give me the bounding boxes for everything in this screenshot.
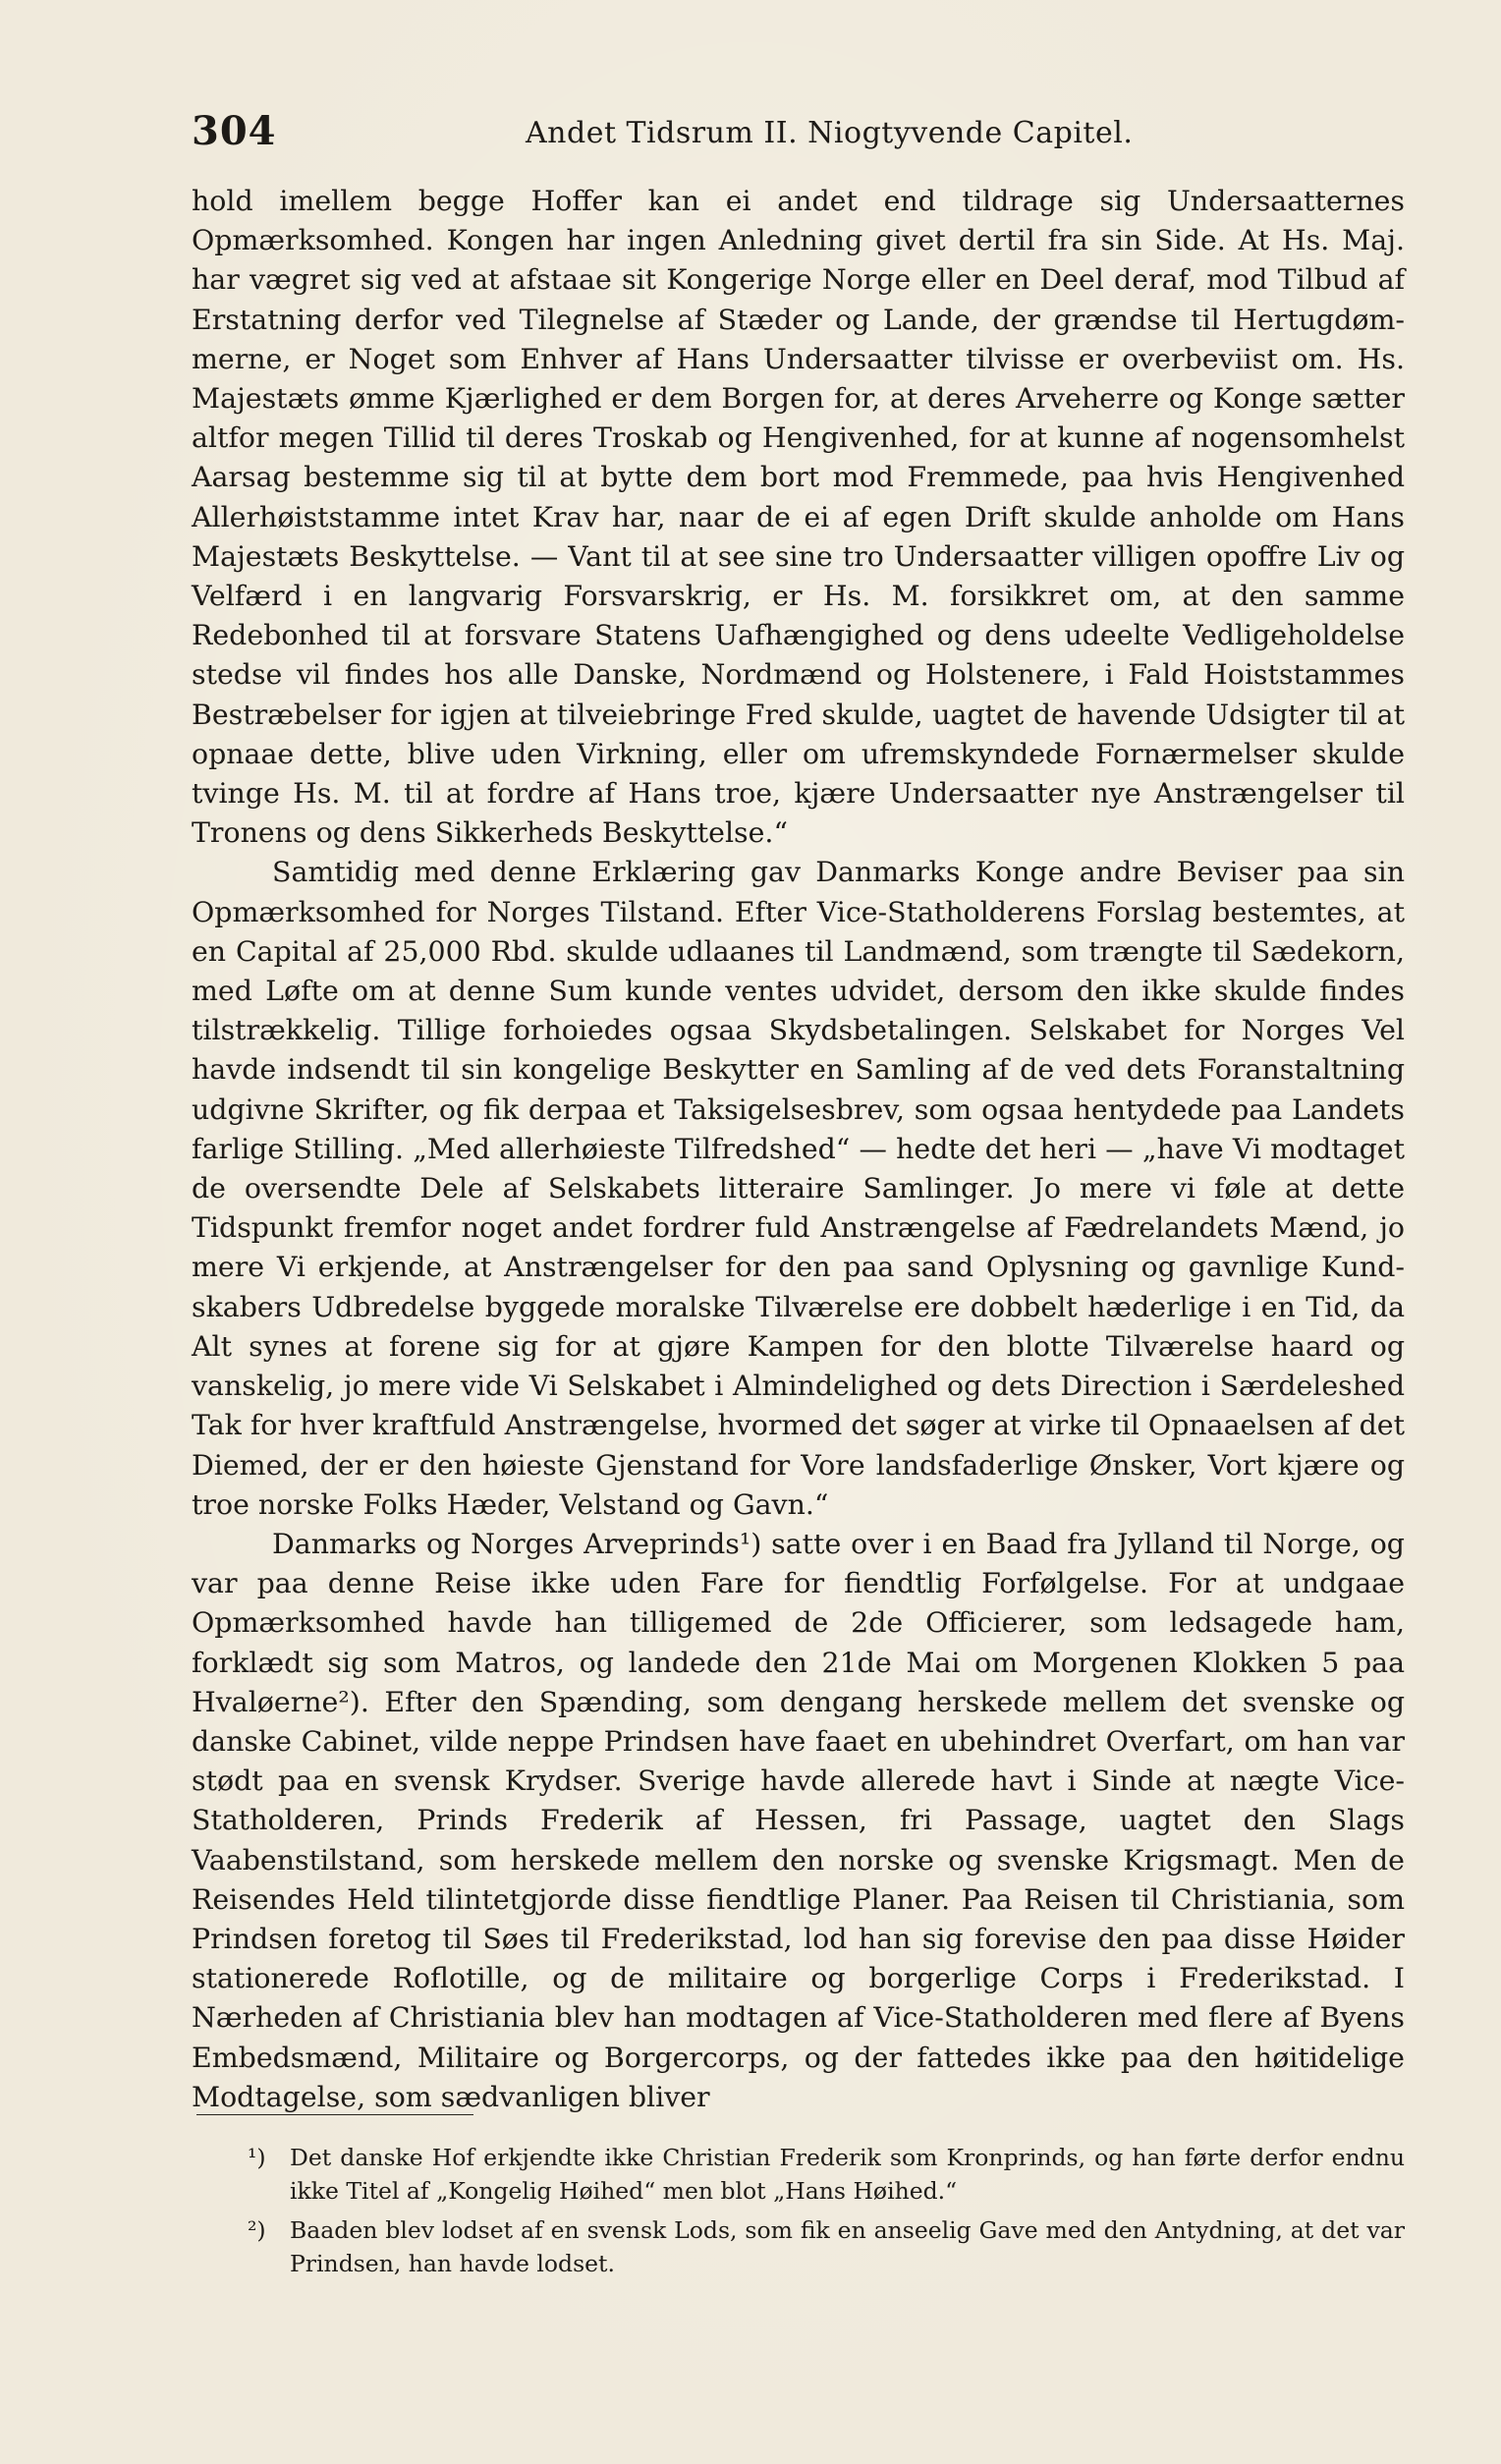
- footnote-marker: ¹): [248, 2144, 266, 2171]
- footnote-marker: ²): [248, 2216, 266, 2244]
- paragraph-continued: hold imellem begge Hoffer kan ei andet end tildrage sig Undersaatternes Opmærksomhed. Kongen har ingen Anledning givet dertil fra sin Side. At Hs. Maj. har vægret sig ved at afstaae sit Kongerige Norge eller en Deel deraf, mod Tilbud af Erstatning derfor ved Tilegnelse af Stæder og Lande, der grændse til Hertugdømmerne, er Noget som Enhver af Hans Undersaatter tilvisse er overbeviist om. Hs. Majestæts ømme Kjærlighed er dem Borgen for, at deres Arveherre og Konge sætter altfor megen Tillid til deres Troskab og Hengivenhed, for at kunne af nogensomhelst Aarsag bestemme sig til at bytte dem bort mod Fremmede, paa hvis Hengivenhed Allerhøiststamme intet Krav har, naar de ei af egen Drift skulde anholde om Hans Majestæts Beskyttelse. — Vant til at see sine tro Undersaatter villigen opoffre Liv og Velfærd i en langvarig Forsvarskrig, er Hs. M. forsikkret om, at den samme Redebonhed til at forsvare Statens Uafhængighed og dens udeelte Vedligeholdelse stedse vil findes hos alle Danske, Nordmænd og Holstenere, i Fald Hoiststammes Bestræbelser for igjen at tilveiebringe Fred skulde, uagtet de havende Udsigter til at opnaae dette, blive uden Virkning, eller om ufremskyndede Fornærmelser skulde tvinge Hs. M. til at fordre af Hans troe, kjære Undersaatter nye Anstrængelser til Tronens og dens Sikkerheds Beskyttelse.“: [192, 185, 1405, 850]
- footnote-text: Det danske Hof erkjendte ikke Christian Frederik som Kronprinds, og han førte derfor endnu ikke Titel af „Kongelig Høihed“ men blot „Hans Høihed.“: [290, 2144, 1405, 2205]
- running-title: Andet Tidsrum II. Niogtyvende Capitel.: [526, 116, 1134, 150]
- paragraph: Danmarks og Norges Arveprinds¹) satte over i en Baad fra Jylland til Norge, og var paa denne Reise ikke uden Fare for fiendtlig Forfølgelse. For at undgaae Opmærksomhed havde han tilligemed de 2de Officierer, som ledsagede ham, forklædt sig som Matros, og landede den 21de Mai om Morgenen Klokken 5 paa Hvaløerne²). Efter den Spænding, som dengang herskede mellem det svenske og danske Cabinet, vilde neppe Prindsen have faaet en ubehindret Overfart, om han var stødt paa en svensk Krydser. Sverige havde allerede havt i Sinde at nægte Vice-Statholderen, Prinds Frederik af Hessen, fri Passage, uagtet den Slags Vaabenstilstand, som herskede mellem den norske og svenske Krigsmagt. Men de Reisendes Held tilintetgjorde disse fiendtlige Planer. Paa Reisen til Christiania, som Prindsen foretog til Søes til Frederikstad, lod han sig forevise den paa disse Høider stationerede Roflotille, og de militaire og borgerlige Corps i Frederikstad. I Nærheden af Christiania blev han modtagen af Vice-Statholderen med flere af Byens Embedsmænd, Militaire og Borgercorps, og der fattedes ikke paa den høitidelige Modtagelse, som sædvanligen bliver: [192, 1527, 1405, 2113]
- footnote-1: [196, 2142, 1405, 2208]
- page-header: [192, 108, 1405, 167]
- footnote-text: Baaden blev lodset af en svensk Lods, som fik en anseelig Gave med den Antydning, at det var Prindsen, han havde lodset.: [290, 2216, 1405, 2277]
- footnote-divider: [196, 2114, 473, 2115]
- page-number: 304: [192, 108, 277, 154]
- footnotes: [196, 2142, 1405, 2287]
- paragraph: Samtidig med denne Erklæring gav Danmarks Konge andre Beviser paa sin Opmærksomhed for Norges Tilstand. Efter Vice-Statholderens Forslag bestemtes, at en Capital af 25,000 Rbd. skulde udlaanes til Landmænd, som trængte til Sædekorn, med Løfte om at denne Sum kunde ventes udvidet, dersom den ikke skulde findes tilstrækkelig. Tillige forhoiedes ogsaa Skydsbetalingen. Selskabet for Norges Vel havde indsendt til sin kongelige Beskytter en Samling af de ved dets Foranstaltning udgivne Skrifter, og fik derpaa et Taksigelsesbrev, som ogsaa hentydede paa Landets farlige Stilling. „Med allerhøieste Tilfredshed“ — hedte det heri — „have Vi modtaget de oversendte Dele af Selskabets litteraire Samlinger. Jo mere vi føle at dette Tidspunkt fremfor noget andet fordrer fuld Anstrængelse af Fædrelandets Mænd, jo mere Vi erkjende, at Anstrængelser for den paa sand Oplysning og gavnlige Kundskabers Udbredelse byggede moralske Tilværelse ere dobbelt hæderlige i en Tid, da Alt synes at forene sig for at gjøre Kampen for den blotte Tilværelse haard og vanskelig, jo mere vide Vi Selskabet i Almindelighed og dets Direction i Særdeleshed Tak for hver kraftfuld Anstrængelse, hvormed det søger at virke til Opnaaelsen af det Diemed, der er den høieste Gjenstand for Vore landsfaderlige Ønsker, Vort kjære og troe norske Folks Hæder, Velstand og Gavn.“: [192, 856, 1405, 1521]
- body-text: [192, 182, 1405, 2117]
- footnote-2: [196, 2214, 1405, 2280]
